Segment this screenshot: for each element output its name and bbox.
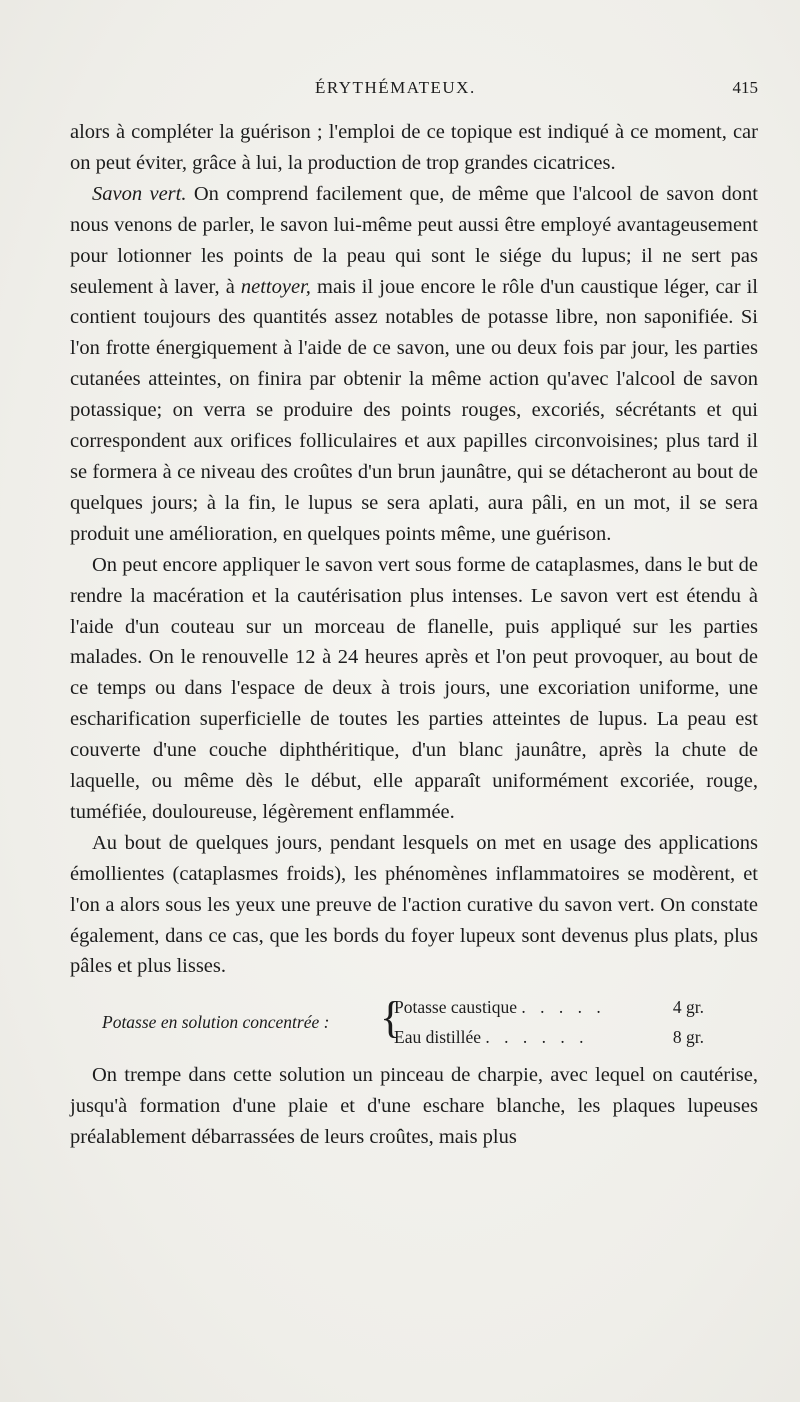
running-title: ÉRYTHÉMATEUX. <box>315 78 476 97</box>
leader-dots: . . . . . <box>521 997 606 1018</box>
emphasis-italic: nettoyer, <box>240 275 311 298</box>
section-lead-italic: Savon vert. <box>92 182 187 205</box>
body-text <box>70 117 758 1153</box>
paragraph-cataplasmes <box>70 550 758 828</box>
paragraph-savon-vert <box>70 179 758 550</box>
page-number: 415 <box>732 78 758 97</box>
paragraph-continuation <box>70 117 758 179</box>
paragraph-solution <box>70 1060 758 1153</box>
paragraph-text: alors à compléter la guérison ; l'emploi de ce topique est indiqué à ce moment, car on peut éviter, grâce à lui, la production de trop grandes cicatrices. <box>70 121 758 174</box>
ingredient: Eau distillée <box>394 1027 481 1048</box>
leader-dots: . . . . . . <box>485 1027 589 1048</box>
formula-row <box>394 992 704 1023</box>
formula-row <box>394 1022 704 1053</box>
paragraph-text: On peut encore appliquer le savon vert sous forme de cataplasmes, dans le but de rendre la macération et la cautérisation plus intenses. Le savon vert est étendu à l'aide d'un couteau sur un morceau de flanelle, puis appliqué sur les parties malades. On le renouvelle 12 à 24 heures après et l'on peut provoquer, au bout de ce temps ou dans l'espace de deux à trois jours, une excoriation uniforme, une escharification superficielle de toutes les parties atteintes de lupus. La peau est couverte d'une couche diphthéritique, d'un blanc jaunâtre, après la chute de laquelle, ou même dès le début, elle apparaît uniformément excoriée, rouge, tuméfiée, douloureuse, légèrement enflammée. <box>70 553 758 823</box>
paragraph-emollientes <box>70 828 758 983</box>
ingredient: Potasse caustique <box>394 997 517 1018</box>
paragraph-text: On trempe dans cette solution un pinceau de charpie, avec lequel on cautérise, jusqu'à formation d'une plaie et d'une eschare blanche, les plaques lupeuses préalablement débarrassées de leurs croûtes, mais plus <box>70 1064 758 1149</box>
amount: 8 gr. <box>672 1027 704 1048</box>
formula-label: Potasse en solution concentrée : <box>102 1012 330 1033</box>
amount: 4 gr. <box>672 997 704 1018</box>
paragraph-text: Au bout de quelques jours, pendant lesquels on met en usage des applications émollientes (cataplasmes froids), les phénomènes inflammatoires se modèrent, et l'on a alors sous les yeux une preuve de l'action curative du savon vert. On constate également, dans ce cas, que les bords du foyer lupeux sont devenus plus plats, plus pâles et plus lisses. <box>70 831 758 978</box>
paragraph-text: On comprend facilement que, de même que l'alcool de savon dont nous venons de parler, le savon lui-même peut aussi être employé avantageusement pour lotionner les points de la peau qui sont le siége du lupus; il ne sert pas seulement à laver, à <box>70 182 758 298</box>
recipe-formula <box>70 988 758 1056</box>
brace-icon: { <box>380 993 402 1043</box>
page-header <box>70 78 758 102</box>
paragraph-text: mais il joue encore le rôle d'un caustique léger, car il contient toujours des quantités assez notables de potasse libre, non saponifiée. Si l'on frotte énergiquement à l'aide de ce savon, une ou deux fois par jour, les parties cutanées atteintes, on finira par obtenir la même action qu'avec l'alcool de savon potassique; on verra se produire des points rouges, excoriés, sécrétants et qui correspondent aux orifices folliculaires et aux papilles circonvoisines; plus tard il se formera à ce niveau des croûtes d'un brun jaunâtre, qui se détacheront au bout de quelques jours; à la fin, le lupus se sera aplati, aura pâli, en un mot, il se sera produit une amélioration, en quelques points même, une guérison. <box>70 275 758 545</box>
